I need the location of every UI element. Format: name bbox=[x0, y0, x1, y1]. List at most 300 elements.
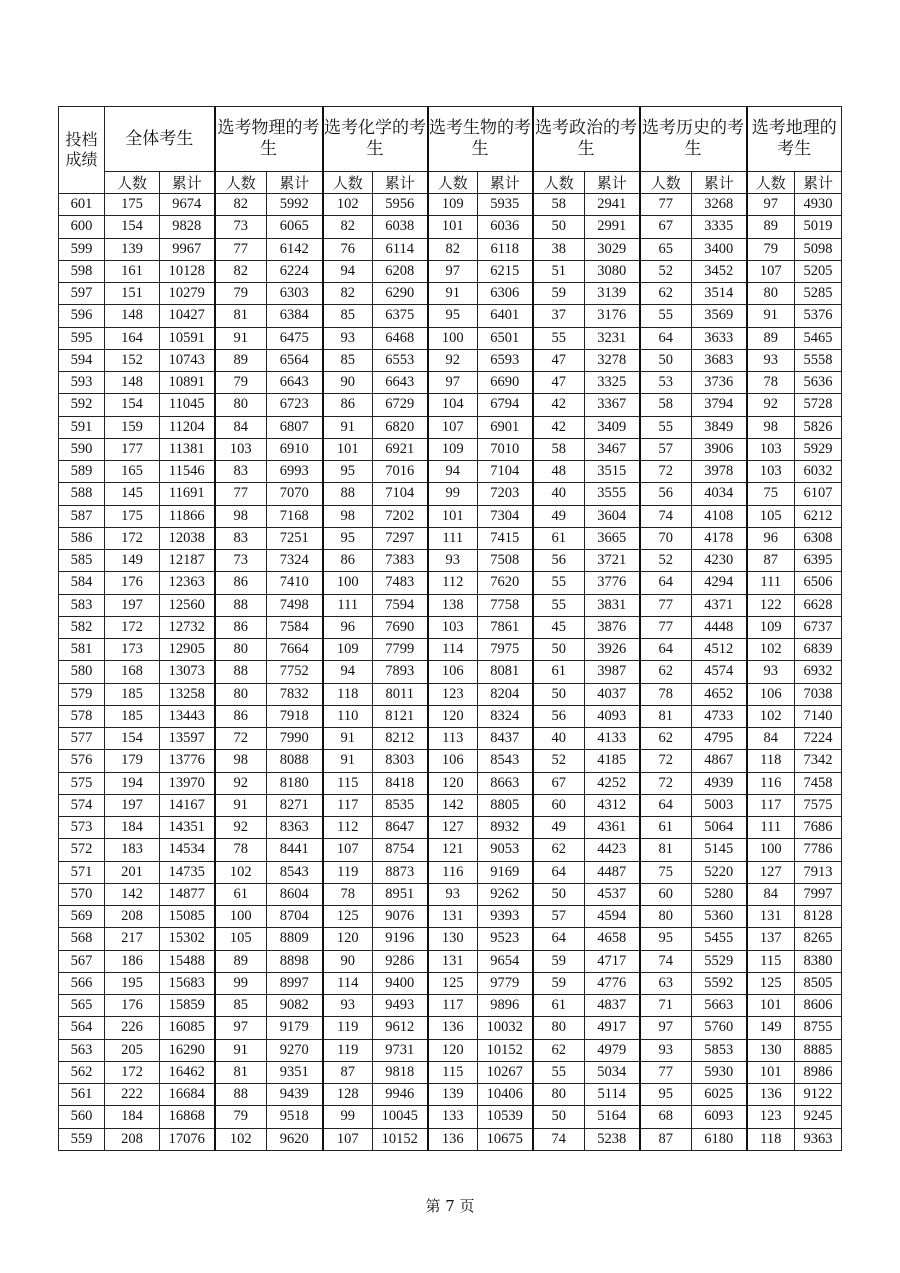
cumulative-cell: 6921 bbox=[373, 438, 428, 460]
score-cell: 567 bbox=[59, 950, 105, 972]
table-row bbox=[59, 728, 842, 750]
count-cell: 107 bbox=[323, 1128, 373, 1150]
count-cell: 100 bbox=[428, 327, 478, 349]
table-row bbox=[59, 1061, 842, 1083]
count-cell: 175 bbox=[105, 194, 160, 216]
cumulative-cell: 14735 bbox=[160, 861, 215, 883]
count-cell: 81 bbox=[215, 305, 267, 327]
cumulative-cell: 6723 bbox=[267, 394, 323, 416]
score-cell: 564 bbox=[59, 1017, 105, 1039]
count-cell: 73 bbox=[215, 550, 267, 572]
count-cell: 186 bbox=[105, 950, 160, 972]
count-cell: 91 bbox=[428, 283, 478, 305]
table-row bbox=[59, 772, 842, 794]
count-cell: 111 bbox=[747, 572, 795, 594]
table-row bbox=[59, 327, 842, 349]
score-cell: 584 bbox=[59, 572, 105, 594]
count-cell: 102 bbox=[215, 1128, 267, 1150]
cumulative-cell: 12363 bbox=[160, 572, 215, 594]
cumulative-cell: 4930 bbox=[795, 194, 842, 216]
group-header-biology: 选考生物的考生 bbox=[428, 107, 533, 172]
table-row bbox=[59, 1084, 842, 1106]
cumulative-cell: 3176 bbox=[585, 305, 640, 327]
count-cell: 136 bbox=[428, 1128, 478, 1150]
table-row bbox=[59, 683, 842, 705]
cumulative-cell: 9082 bbox=[267, 995, 323, 1017]
count-cell: 72 bbox=[640, 750, 692, 772]
count-cell: 131 bbox=[428, 950, 478, 972]
count-cell: 86 bbox=[215, 572, 267, 594]
count-cell: 60 bbox=[640, 883, 692, 905]
cumulative-cell: 4448 bbox=[692, 616, 747, 638]
cumulative-cell: 16684 bbox=[160, 1084, 215, 1106]
cumulative-cell: 9967 bbox=[160, 238, 215, 260]
count-cell: 125 bbox=[323, 906, 373, 928]
count-cell: 100 bbox=[747, 839, 795, 861]
count-cell: 114 bbox=[428, 639, 478, 661]
count-cell: 91 bbox=[323, 416, 373, 438]
cumulative-cell: 6993 bbox=[267, 461, 323, 483]
count-cell: 60 bbox=[533, 794, 585, 816]
cumulative-cell: 8647 bbox=[373, 817, 428, 839]
count-cell: 48 bbox=[533, 461, 585, 483]
count-cell: 142 bbox=[428, 794, 478, 816]
score-cell: 583 bbox=[59, 594, 105, 616]
score-cell: 598 bbox=[59, 260, 105, 282]
count-cell: 89 bbox=[747, 327, 795, 349]
group-header-politics: 选考政治的考生 bbox=[533, 107, 640, 172]
cumulative-cell: 4939 bbox=[692, 772, 747, 794]
count-cell: 49 bbox=[533, 505, 585, 527]
cumulative-cell: 6932 bbox=[795, 661, 842, 683]
cumulative-cell: 9363 bbox=[795, 1128, 842, 1150]
cumulative-cell: 4594 bbox=[585, 906, 640, 928]
count-cell: 97 bbox=[428, 260, 478, 282]
cumulative-cell: 3736 bbox=[692, 372, 747, 394]
count-cell: 148 bbox=[105, 305, 160, 327]
cumulative-cell: 6643 bbox=[373, 372, 428, 394]
count-cell: 37 bbox=[533, 305, 585, 327]
count-cell: 92 bbox=[215, 817, 267, 839]
cumulative-cell: 6395 bbox=[795, 550, 842, 572]
cumulative-cell: 8011 bbox=[373, 683, 428, 705]
count-cell: 179 bbox=[105, 750, 160, 772]
cumulative-cell: 3876 bbox=[585, 616, 640, 638]
count-cell: 55 bbox=[533, 594, 585, 616]
count-cell: 87 bbox=[323, 1061, 373, 1083]
count-cell: 97 bbox=[640, 1017, 692, 1039]
cumulative-cell: 8997 bbox=[267, 972, 323, 994]
count-cell: 40 bbox=[533, 728, 585, 750]
count-cell: 79 bbox=[215, 1106, 267, 1128]
table-row bbox=[59, 839, 842, 861]
score-cell: 562 bbox=[59, 1061, 105, 1083]
cumulative-header: 累计 bbox=[373, 172, 428, 194]
cumulative-cell: 3926 bbox=[585, 639, 640, 661]
cumulative-cell: 7508 bbox=[478, 550, 533, 572]
count-cell: 125 bbox=[428, 972, 478, 994]
cumulative-cell: 7251 bbox=[267, 527, 323, 549]
score-cell: 590 bbox=[59, 438, 105, 460]
count-header: 人数 bbox=[533, 172, 585, 194]
cumulative-cell: 10406 bbox=[478, 1084, 533, 1106]
count-cell: 87 bbox=[640, 1128, 692, 1150]
score-cell: 587 bbox=[59, 505, 105, 527]
cumulative-cell: 3978 bbox=[692, 461, 747, 483]
header-row-groups bbox=[59, 107, 842, 172]
cumulative-cell: 8437 bbox=[478, 728, 533, 750]
cumulative-cell: 5205 bbox=[795, 260, 842, 282]
cumulative-cell: 10539 bbox=[478, 1106, 533, 1128]
count-cell: 195 bbox=[105, 972, 160, 994]
cumulative-cell: 7140 bbox=[795, 705, 842, 727]
score-cell: 565 bbox=[59, 995, 105, 1017]
score-column-header: 投档成绩 bbox=[59, 107, 105, 194]
count-cell: 172 bbox=[105, 527, 160, 549]
table-row bbox=[59, 483, 842, 505]
table-row bbox=[59, 461, 842, 483]
table-row bbox=[59, 817, 842, 839]
cumulative-cell: 8441 bbox=[267, 839, 323, 861]
count-cell: 197 bbox=[105, 794, 160, 816]
count-cell: 96 bbox=[323, 616, 373, 638]
cumulative-cell: 6306 bbox=[478, 283, 533, 305]
cumulative-cell: 6593 bbox=[478, 349, 533, 371]
count-cell: 176 bbox=[105, 572, 160, 594]
table-row bbox=[59, 972, 842, 994]
cumulative-cell: 4423 bbox=[585, 839, 640, 861]
table-row bbox=[59, 1128, 842, 1150]
cumulative-cell: 7918 bbox=[267, 705, 323, 727]
cumulative-cell: 12905 bbox=[160, 639, 215, 661]
count-cell: 154 bbox=[105, 394, 160, 416]
table-row bbox=[59, 550, 842, 572]
count-cell: 107 bbox=[428, 416, 478, 438]
count-cell: 62 bbox=[640, 661, 692, 683]
score-cell: 559 bbox=[59, 1128, 105, 1150]
count-cell: 47 bbox=[533, 372, 585, 394]
count-cell: 106 bbox=[428, 661, 478, 683]
cumulative-cell: 5929 bbox=[795, 438, 842, 460]
score-cell: 560 bbox=[59, 1106, 105, 1128]
cumulative-cell: 6401 bbox=[478, 305, 533, 327]
cumulative-cell: 4837 bbox=[585, 995, 640, 1017]
score-cell: 563 bbox=[59, 1039, 105, 1061]
count-cell: 102 bbox=[747, 639, 795, 661]
count-cell: 164 bbox=[105, 327, 160, 349]
count-cell: 125 bbox=[747, 972, 795, 994]
count-cell: 117 bbox=[428, 995, 478, 1017]
cumulative-cell: 6794 bbox=[478, 394, 533, 416]
cumulative-cell: 6107 bbox=[795, 483, 842, 505]
cumulative-cell: 6628 bbox=[795, 594, 842, 616]
count-cell: 92 bbox=[428, 349, 478, 371]
cumulative-cell: 4185 bbox=[585, 750, 640, 772]
cumulative-cell: 6180 bbox=[692, 1128, 747, 1150]
cumulative-cell: 2941 bbox=[585, 194, 640, 216]
cumulative-cell: 4230 bbox=[692, 550, 747, 572]
cumulative-cell: 14167 bbox=[160, 794, 215, 816]
count-cell: 64 bbox=[640, 794, 692, 816]
table-row bbox=[59, 794, 842, 816]
count-cell: 184 bbox=[105, 1106, 160, 1128]
cumulative-cell: 3335 bbox=[692, 216, 747, 238]
cumulative-cell: 4108 bbox=[692, 505, 747, 527]
count-cell: 85 bbox=[323, 305, 373, 327]
count-cell: 159 bbox=[105, 416, 160, 438]
cumulative-cell: 2991 bbox=[585, 216, 640, 238]
count-cell: 94 bbox=[323, 661, 373, 683]
count-cell: 80 bbox=[747, 283, 795, 305]
count-header: 人数 bbox=[640, 172, 692, 194]
score-cell: 596 bbox=[59, 305, 105, 327]
count-cell: 104 bbox=[428, 394, 478, 416]
count-cell: 55 bbox=[640, 305, 692, 327]
cumulative-cell: 6118 bbox=[478, 238, 533, 260]
cumulative-cell: 9612 bbox=[373, 1017, 428, 1039]
count-header: 人数 bbox=[323, 172, 373, 194]
count-cell: 47 bbox=[533, 349, 585, 371]
count-cell: 58 bbox=[533, 194, 585, 216]
cumulative-cell: 6690 bbox=[478, 372, 533, 394]
count-cell: 136 bbox=[747, 1084, 795, 1106]
cumulative-cell: 8809 bbox=[267, 928, 323, 950]
count-cell: 101 bbox=[323, 438, 373, 460]
count-cell: 86 bbox=[215, 705, 267, 727]
cumulative-cell: 7410 bbox=[267, 572, 323, 594]
count-cell: 55 bbox=[533, 327, 585, 349]
count-cell: 50 bbox=[533, 1106, 585, 1128]
table-row bbox=[59, 995, 842, 1017]
cumulative-cell: 10591 bbox=[160, 327, 215, 349]
count-cell: 77 bbox=[640, 616, 692, 638]
count-cell: 90 bbox=[323, 372, 373, 394]
cumulative-cell: 8418 bbox=[373, 772, 428, 794]
cumulative-cell: 10152 bbox=[478, 1039, 533, 1061]
group-header-geography: 选考地理的考生 bbox=[747, 107, 842, 172]
cumulative-cell: 5098 bbox=[795, 238, 842, 260]
cumulative-cell: 8505 bbox=[795, 972, 842, 994]
cumulative-cell: 12038 bbox=[160, 527, 215, 549]
cumulative-cell: 7594 bbox=[373, 594, 428, 616]
cumulative-cell: 10675 bbox=[478, 1128, 533, 1150]
count-cell: 84 bbox=[747, 883, 795, 905]
cumulative-cell: 7038 bbox=[795, 683, 842, 705]
score-cell: 577 bbox=[59, 728, 105, 750]
table-row bbox=[59, 260, 842, 282]
count-cell: 120 bbox=[428, 705, 478, 727]
cumulative-cell: 7224 bbox=[795, 728, 842, 750]
count-cell: 91 bbox=[215, 327, 267, 349]
cumulative-cell: 3555 bbox=[585, 483, 640, 505]
count-cell: 148 bbox=[105, 372, 160, 394]
count-cell: 57 bbox=[640, 438, 692, 460]
count-cell: 100 bbox=[323, 572, 373, 594]
count-cell: 80 bbox=[533, 1084, 585, 1106]
cumulative-cell: 5064 bbox=[692, 817, 747, 839]
count-cell: 106 bbox=[747, 683, 795, 705]
count-header: 人数 bbox=[105, 172, 160, 194]
count-cell: 96 bbox=[747, 527, 795, 549]
cumulative-cell: 7575 bbox=[795, 794, 842, 816]
table-row bbox=[59, 1017, 842, 1039]
cumulative-cell: 8363 bbox=[267, 817, 323, 839]
count-cell: 116 bbox=[428, 861, 478, 883]
table-row bbox=[59, 1039, 842, 1061]
count-cell: 59 bbox=[533, 283, 585, 305]
table-row bbox=[59, 238, 842, 260]
cumulative-cell: 3514 bbox=[692, 283, 747, 305]
count-cell: 79 bbox=[215, 372, 267, 394]
count-cell: 52 bbox=[533, 750, 585, 772]
count-cell: 72 bbox=[640, 461, 692, 483]
count-cell: 95 bbox=[640, 1084, 692, 1106]
cumulative-cell: 9076 bbox=[373, 906, 428, 928]
cumulative-cell: 5003 bbox=[692, 794, 747, 816]
count-cell: 68 bbox=[640, 1106, 692, 1128]
count-cell: 91 bbox=[747, 305, 795, 327]
count-cell: 99 bbox=[428, 483, 478, 505]
cumulative-cell: 9620 bbox=[267, 1128, 323, 1150]
count-cell: 71 bbox=[640, 995, 692, 1017]
cumulative-cell: 7010 bbox=[478, 438, 533, 460]
cumulative-cell: 3231 bbox=[585, 327, 640, 349]
count-cell: 152 bbox=[105, 349, 160, 371]
count-cell: 145 bbox=[105, 483, 160, 505]
cumulative-cell: 5760 bbox=[692, 1017, 747, 1039]
count-cell: 93 bbox=[747, 349, 795, 371]
count-cell: 52 bbox=[640, 550, 692, 572]
count-cell: 115 bbox=[323, 772, 373, 794]
count-cell: 80 bbox=[533, 1017, 585, 1039]
count-cell: 88 bbox=[323, 483, 373, 505]
count-cell: 99 bbox=[215, 972, 267, 994]
cumulative-cell: 13776 bbox=[160, 750, 215, 772]
cumulative-cell: 10891 bbox=[160, 372, 215, 394]
count-cell: 172 bbox=[105, 616, 160, 638]
cumulative-cell: 10267 bbox=[478, 1061, 533, 1083]
cumulative-cell: 4294 bbox=[692, 572, 747, 594]
count-cell: 123 bbox=[428, 683, 478, 705]
cumulative-cell: 3080 bbox=[585, 260, 640, 282]
count-cell: 185 bbox=[105, 705, 160, 727]
cumulative-cell: 14534 bbox=[160, 839, 215, 861]
cumulative-header: 累计 bbox=[692, 172, 747, 194]
count-cell: 173 bbox=[105, 639, 160, 661]
count-cell: 78 bbox=[215, 839, 267, 861]
cumulative-cell: 6468 bbox=[373, 327, 428, 349]
cumulative-cell: 8932 bbox=[478, 817, 533, 839]
count-cell: 95 bbox=[640, 928, 692, 950]
count-cell: 151 bbox=[105, 283, 160, 305]
cumulative-cell: 5935 bbox=[478, 194, 533, 216]
count-cell: 102 bbox=[215, 861, 267, 883]
count-cell: 67 bbox=[640, 216, 692, 238]
count-cell: 74 bbox=[640, 950, 692, 972]
cumulative-cell: 6036 bbox=[478, 216, 533, 238]
cumulative-cell: 9731 bbox=[373, 1039, 428, 1061]
score-cell: 575 bbox=[59, 772, 105, 794]
count-cell: 177 bbox=[105, 438, 160, 460]
count-cell: 149 bbox=[747, 1017, 795, 1039]
score-cell: 576 bbox=[59, 750, 105, 772]
count-cell: 111 bbox=[428, 527, 478, 549]
cumulative-cell: 5636 bbox=[795, 372, 842, 394]
count-cell: 82 bbox=[215, 260, 267, 282]
count-cell: 77 bbox=[215, 483, 267, 505]
cumulative-cell: 16085 bbox=[160, 1017, 215, 1039]
cumulative-cell: 5592 bbox=[692, 972, 747, 994]
count-cell: 70 bbox=[640, 527, 692, 549]
cumulative-cell: 9439 bbox=[267, 1084, 323, 1106]
cumulative-cell: 7786 bbox=[795, 839, 842, 861]
table-row bbox=[59, 572, 842, 594]
count-cell: 113 bbox=[428, 728, 478, 750]
cumulative-cell: 7304 bbox=[478, 505, 533, 527]
count-cell: 61 bbox=[215, 883, 267, 905]
cumulative-cell: 8704 bbox=[267, 906, 323, 928]
count-cell: 74 bbox=[533, 1128, 585, 1150]
count-cell: 95 bbox=[323, 461, 373, 483]
score-cell: 595 bbox=[59, 327, 105, 349]
count-cell: 81 bbox=[640, 839, 692, 861]
count-cell: 184 bbox=[105, 817, 160, 839]
count-cell: 197 bbox=[105, 594, 160, 616]
cumulative-cell: 11204 bbox=[160, 416, 215, 438]
cumulative-cell: 3906 bbox=[692, 438, 747, 460]
count-cell: 103 bbox=[215, 438, 267, 460]
count-cell: 83 bbox=[215, 461, 267, 483]
cumulative-cell: 9828 bbox=[160, 216, 215, 238]
table-row bbox=[59, 750, 842, 772]
cumulative-cell: 6506 bbox=[795, 572, 842, 594]
table-row bbox=[59, 705, 842, 727]
count-cell: 94 bbox=[323, 260, 373, 282]
cumulative-cell: 8303 bbox=[373, 750, 428, 772]
cumulative-cell: 5285 bbox=[795, 283, 842, 305]
score-cell: 570 bbox=[59, 883, 105, 905]
cumulative-cell: 13443 bbox=[160, 705, 215, 727]
cumulative-cell: 6384 bbox=[267, 305, 323, 327]
table-body bbox=[59, 194, 842, 1151]
count-cell: 112 bbox=[323, 817, 373, 839]
count-cell: 93 bbox=[428, 550, 478, 572]
cumulative-cell: 7203 bbox=[478, 483, 533, 505]
cumulative-cell: 3794 bbox=[692, 394, 747, 416]
cumulative-cell: 4537 bbox=[585, 883, 640, 905]
count-cell: 75 bbox=[640, 861, 692, 883]
cumulative-cell: 6901 bbox=[478, 416, 533, 438]
cumulative-cell: 5455 bbox=[692, 928, 747, 950]
count-cell: 82 bbox=[215, 194, 267, 216]
count-cell: 127 bbox=[747, 861, 795, 883]
cumulative-cell: 8604 bbox=[267, 883, 323, 905]
cumulative-cell: 6215 bbox=[478, 260, 533, 282]
cumulative-cell: 4178 bbox=[692, 527, 747, 549]
count-cell: 55 bbox=[533, 1061, 585, 1083]
count-cell: 112 bbox=[428, 572, 478, 594]
count-cell: 80 bbox=[640, 906, 692, 928]
count-cell: 50 bbox=[533, 683, 585, 705]
count-cell: 128 bbox=[323, 1084, 373, 1106]
count-cell: 154 bbox=[105, 728, 160, 750]
count-cell: 127 bbox=[428, 817, 478, 839]
count-cell: 61 bbox=[640, 817, 692, 839]
table-row bbox=[59, 305, 842, 327]
cumulative-cell: 3665 bbox=[585, 527, 640, 549]
count-cell: 84 bbox=[215, 416, 267, 438]
cumulative-cell: 7752 bbox=[267, 661, 323, 683]
